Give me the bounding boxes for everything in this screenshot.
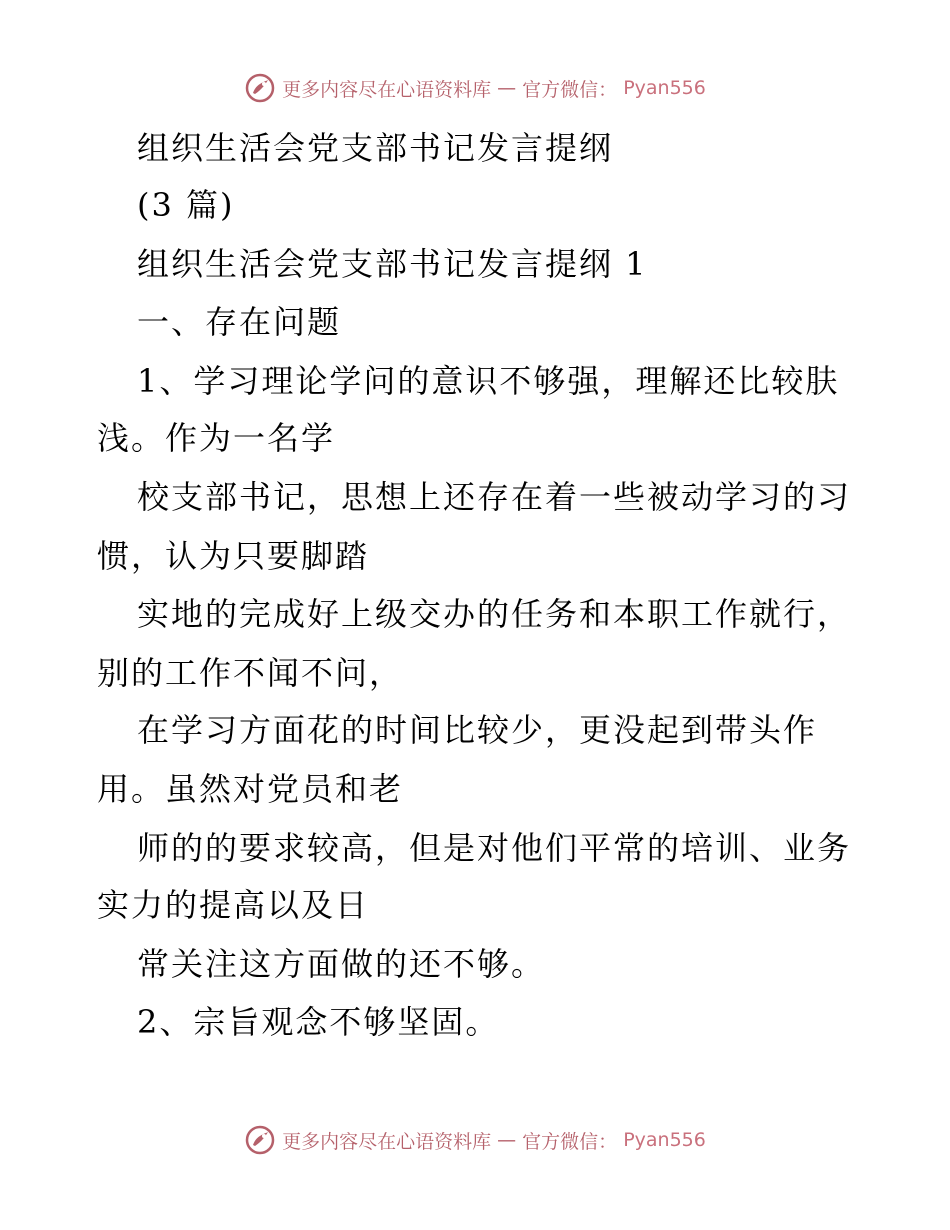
watermark-wechat-label: 官方微信：: [522, 1130, 618, 1153]
footer-watermark: [0, 1120, 950, 1160]
paragraph-line: 用。虽然对党员和老: [97, 770, 404, 808]
paragraph-line: 校支部书记，思想上还存在着一些被动学习的习: [137, 478, 852, 516]
paragraph-line: 师的的要求较高，但是对他们平常的培训、业务: [137, 829, 852, 867]
logo-icon: [244, 72, 276, 104]
watermark-separator: —: [497, 77, 517, 99]
paragraph-line: 实力的提高以及日: [97, 886, 370, 924]
paragraph-line: 别的工作不闻不问，: [97, 654, 404, 692]
paragraph-line: 常关注这方面做的还不够。: [137, 945, 546, 983]
paragraph-line: 浅。作为一名学: [97, 419, 336, 457]
watermark-wechat-label: 官方微信：: [522, 78, 618, 101]
paragraph-line: 惯，认为只要脚踏: [97, 537, 370, 575]
document-title: 组织生活会党支部书记发言提纲: [137, 129, 614, 167]
header-watermark: [0, 68, 950, 108]
watermark-wechat-id: Pyan556: [623, 1129, 706, 1151]
section-heading: 组织生活会党支部书记发言提纲 1: [137, 245, 648, 283]
paragraph-line: 2、宗旨观念不够坚固。: [137, 1003, 500, 1041]
watermark-wechat-id: Pyan556: [623, 77, 706, 99]
paragraph-line: 实地的完成好上级交办的任务和本职工作就行，: [137, 595, 852, 633]
logo-icon: [244, 1124, 276, 1156]
subsection-heading: 一、存在问题: [137, 303, 342, 341]
watermark-text: 更多内容尽在心语资料库: [282, 1130, 492, 1153]
paragraph-line: 在学习方面花的时间比较少，更没起到带头作: [137, 711, 818, 749]
document-subtitle: (3 篇): [137, 186, 235, 224]
watermark-text: 更多内容尽在心语资料库: [282, 78, 492, 101]
paragraph-line: 1、学习理论学问的意识不够强，理解还比较肤: [137, 362, 840, 400]
watermark-separator: —: [497, 1129, 517, 1151]
